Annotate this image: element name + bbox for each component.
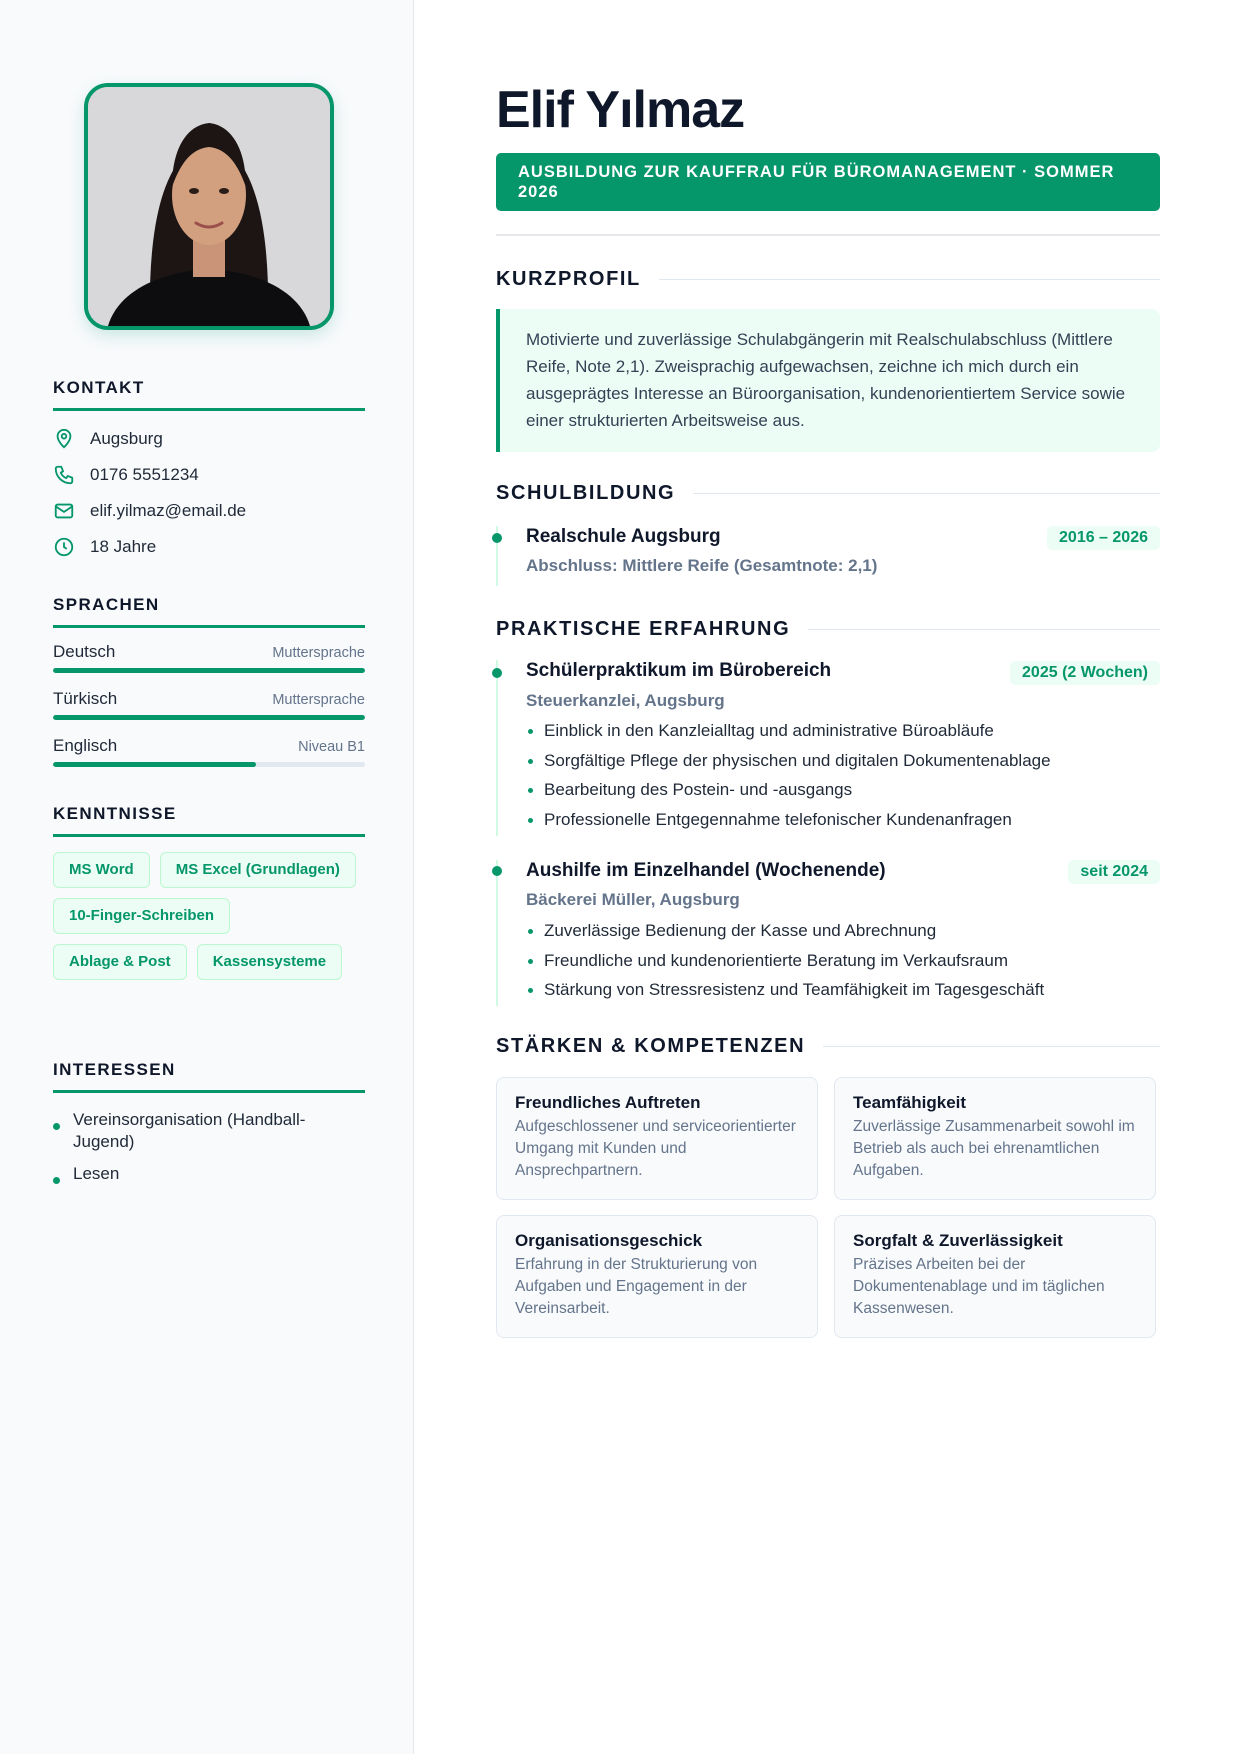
entry-title: Realschule Augsburg	[526, 526, 721, 547]
bullet-item: Professionelle Entgegennahme telefonischer Kundenanfragen	[526, 805, 1051, 835]
entry-date: seit 2024	[1068, 860, 1160, 884]
skill-tag: Kassensysteme	[197, 944, 342, 980]
entry-subtitle: Bäckerei Müller, Augsburg	[526, 890, 740, 909]
bullet-item: Stärkung von Stressresistenz und Teamfähigkeit im Tagesgeschäft	[526, 975, 1044, 1005]
entry-date: 2025 (2 Wochen)	[1010, 661, 1160, 685]
language-item	[53, 642, 365, 673]
entry-title: Schülerpraktikum im Bürobereich	[526, 660, 832, 681]
language-name: Englisch	[53, 736, 118, 755]
entry-title: Aushilfe im Einzelhandel (Wochenende)	[526, 860, 886, 881]
language-bar	[53, 715, 365, 720]
strength-text: Erfahrung in der Strukturierung von Aufgaben und Engagement in der Vereinsarbeit.	[515, 1256, 758, 1317]
bullet-item: Freundliche und kundenorientierte Beratung im Verkaufsraum	[526, 946, 1044, 976]
job-title-banner: AUSBILDUNG ZUR KAUFFRAU FÜR BÜROMANAGEMENT · SOMMER 2026	[496, 153, 1160, 211]
timeline-line	[496, 860, 498, 1006]
location-pin-icon	[53, 428, 75, 450]
interests-heading: INTERESSEN	[53, 1060, 365, 1093]
skill-tag: Ablage & Post	[53, 944, 187, 980]
interest-item: Vereinsorganisation (Handball-Jugend)	[53, 1109, 365, 1153]
contact-phone-text: 0176 5551234	[90, 465, 199, 484]
timeline-dot	[492, 668, 502, 678]
entry-bullets	[526, 916, 1044, 1005]
strengths-heading: STÄRKEN & KOMPETENZEN	[496, 1035, 1160, 1058]
skills-heading: KENNTNISSE	[53, 804, 365, 837]
main-content	[414, 0, 1240, 1754]
contact-phone[interactable]	[53, 457, 365, 493]
contact-location-text: Augsburg	[90, 429, 163, 448]
language-bar-fill	[53, 668, 365, 673]
contact-heading: KONTAKT	[53, 378, 365, 411]
bullet-item: Bearbeitung des Postein- und -ausgangs	[526, 775, 1051, 805]
strength-text: Zuverlässige Zusammenarbeit sowohl im Betrieb als auch bei ehrenamtlichen Aufgaben.	[853, 1118, 1135, 1179]
mail-icon	[53, 500, 75, 522]
language-bar-fill	[53, 762, 256, 767]
contact-email[interactable]	[53, 493, 365, 529]
clock-icon	[53, 536, 75, 558]
language-level: Muttersprache	[272, 645, 365, 661]
contact-location	[53, 421, 365, 457]
person-name: Elif Yılmaz	[496, 81, 745, 139]
bullet-item: Zuverlässige Bedienung der Kasse und Abrechnung	[526, 916, 1044, 946]
education-entry	[496, 526, 1160, 586]
skill-tag: 10-Finger-Schreiben	[53, 898, 230, 934]
strength-card	[496, 1215, 818, 1338]
entry-date: 2016 – 2026	[1047, 526, 1160, 550]
bullet-item: Sorgfältige Pflege der physischen und digitalen Dokumentenablage	[526, 746, 1051, 776]
strength-card	[834, 1077, 1156, 1200]
portrait-photo	[88, 87, 330, 326]
contact-email-text: elif.yilmaz@email.de	[90, 501, 247, 520]
timeline-dot	[492, 533, 502, 543]
strength-title: Organisationsgeschick	[515, 1231, 703, 1250]
strength-card	[834, 1215, 1156, 1338]
bullet-item: Einblick in den Kanzleialltag und administrative Büroabläufe	[526, 716, 1051, 746]
strength-text: Aufgeschlossener und serviceorientierter Umgang mit Kunden und Ansprechpartnern.	[515, 1118, 796, 1179]
contact-age-text: 18 Jahre	[90, 537, 157, 556]
languages-heading: SPRACHEN	[53, 595, 365, 628]
education-heading: SCHULBILDUNG	[496, 482, 1160, 505]
skill-tag: MS Word	[53, 852, 150, 888]
languages-section	[53, 595, 365, 767]
divider	[496, 234, 1160, 236]
entry-bullets	[526, 716, 1051, 834]
language-bar	[53, 762, 365, 767]
experience-heading: PRAKTISCHE ERFAHRUNG	[496, 618, 1160, 641]
entry-subtitle: Abschluss: Mittlere Reife (Gesamtnote: 2,1)	[526, 556, 878, 575]
interest-item: Lesen	[53, 1163, 365, 1185]
interests-section	[53, 1060, 365, 1195]
language-bar	[53, 668, 365, 673]
strength-card	[496, 1077, 818, 1200]
language-item	[53, 736, 365, 767]
contact-section	[53, 378, 365, 565]
strength-text: Präzises Arbeiten bei der Dokumentenablage und im täglichen Kassenwesen.	[853, 1256, 1105, 1317]
language-name: Türkisch	[53, 689, 118, 708]
sidebar	[0, 0, 414, 1754]
language-bar-fill	[53, 715, 365, 720]
language-item	[53, 689, 365, 720]
language-level: Muttersprache	[272, 692, 365, 708]
strengths-grid	[496, 1077, 1160, 1338]
language-level: Niveau B1	[298, 739, 365, 755]
strength-title: Teamfähigkeit	[853, 1093, 967, 1112]
strength-title: Freundliches Auftreten	[515, 1093, 701, 1112]
skills-section	[53, 804, 365, 980]
timeline-dot	[492, 866, 502, 876]
timeline-line	[496, 660, 498, 836]
entry-subtitle: Steuerkanzlei, Augsburg	[526, 691, 725, 710]
skill-tag: MS Excel (Grundlagen)	[160, 852, 356, 888]
strength-title: Sorgfalt & Zuverlässigkeit	[853, 1231, 1063, 1250]
experience-entry	[496, 860, 1160, 1006]
profile-summary: Motivierte und zuverlässige Schulabgängerin mit Realschulabschluss (Mittlere Reife, Note 2,1). Zweisprachig aufgewachsen, zeichne ich mich durch ein ausgeprägtes Interesse an Büroorganisation, kundenorientiertem Service sowie einer strukturierten Arbeitsweise aus.	[496, 309, 1160, 452]
experience-entry	[496, 660, 1160, 836]
phone-icon	[53, 464, 75, 486]
profile-heading: KURZPROFIL	[496, 268, 1160, 291]
profile-photo	[84, 83, 334, 330]
contact-age	[53, 529, 365, 565]
language-name: Deutsch	[53, 642, 116, 661]
